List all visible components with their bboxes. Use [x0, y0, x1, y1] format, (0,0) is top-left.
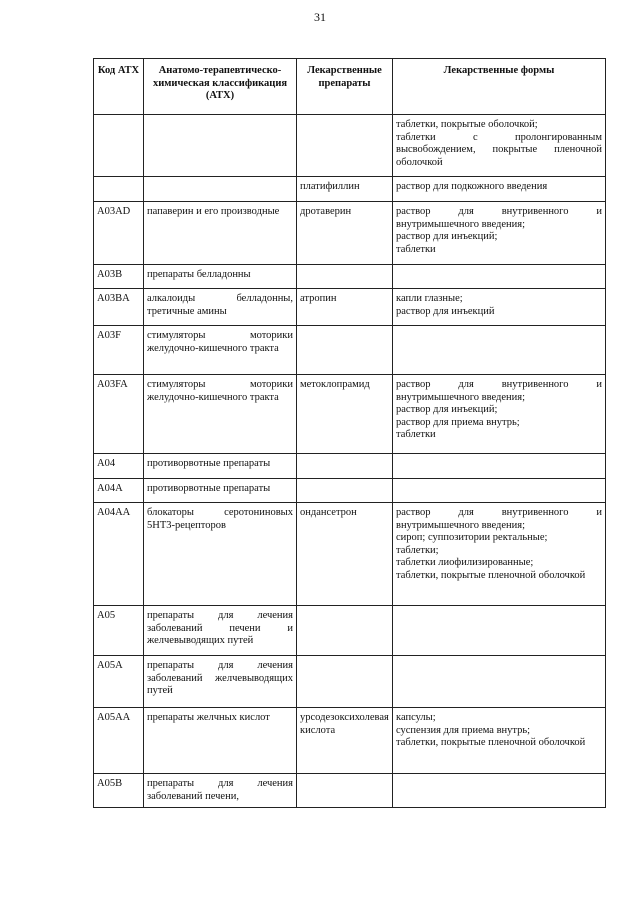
cell-forms: раствор для внутривенного и внутримышечного введения; сироп; суппозитории ректальные; таблетки; таблетки лиофилизированные; таблетки, покрытые пленочной оболочкой — [393, 503, 606, 606]
cell-code: A03F — [94, 326, 144, 375]
cell-classification: препараты для лечения заболеваний желчевыводящих путей — [144, 656, 297, 708]
cell-forms: капсулы; суспензия для приема внутрь; таблетки, покрытые пленочной оболочкой — [393, 708, 606, 774]
cell-code: A04AA — [94, 503, 144, 606]
cell-classification: препараты белладонны — [144, 265, 297, 289]
cell-drug: урсодезоксихолевая кислота — [297, 708, 393, 774]
cell-classification: стимуляторы моторики желудочно-кишечного тракта — [144, 326, 297, 375]
table-row — [94, 289, 606, 326]
cell-classification: препараты желчных кислот — [144, 708, 297, 774]
cell-drug: ондансетрон — [297, 503, 393, 606]
atc-table — [93, 58, 606, 808]
header-drugs: Лекарственные препараты — [297, 59, 393, 115]
cell-code: A05AA — [94, 708, 144, 774]
header-forms: Лекарственные формы — [393, 59, 606, 115]
table-row — [94, 115, 606, 177]
cell-code: A04 — [94, 454, 144, 479]
cell-code — [94, 115, 144, 177]
cell-code: A03B — [94, 265, 144, 289]
cell-forms: раствор для внутривенного и внутримышечного введения; раствор для инъекций; раствор для приема внутрь; таблетки — [393, 375, 606, 454]
table-row — [94, 774, 606, 808]
cell-forms — [393, 326, 606, 375]
cell-classification: препараты для лечения заболеваний печени, — [144, 774, 297, 808]
cell-forms — [393, 774, 606, 808]
cell-code: A03FA — [94, 375, 144, 454]
cell-drug — [297, 606, 393, 656]
cell-classification: стимуляторы моторики желудочно-кишечного тракта — [144, 375, 297, 454]
cell-code: A05 — [94, 606, 144, 656]
cell-code: A05A — [94, 656, 144, 708]
cell-classification: блокаторы серотониновых 5HT3-рецепторов — [144, 503, 297, 606]
cell-drug: метоклопрамид — [297, 375, 393, 454]
cell-classification — [144, 115, 297, 177]
cell-drug: дротаверин — [297, 202, 393, 265]
cell-forms: раствор для внутривенного и внутримышечного введения; раствор для инъекций; таблетки — [393, 202, 606, 265]
table-row — [94, 202, 606, 265]
cell-drug — [297, 115, 393, 177]
table-row — [94, 708, 606, 774]
cell-classification: противорвотные препараты — [144, 454, 297, 479]
cell-classification: противорвотные препараты — [144, 479, 297, 503]
header-classification: Анатомо-терапевтическо-химическая классификация (АТХ) — [144, 59, 297, 115]
cell-code — [94, 177, 144, 202]
table-row — [94, 177, 606, 202]
cell-classification — [144, 177, 297, 202]
cell-drug — [297, 454, 393, 479]
cell-drug — [297, 774, 393, 808]
table-row — [94, 479, 606, 503]
cell-code: A04A — [94, 479, 144, 503]
cell-code: A03AD — [94, 202, 144, 265]
cell-classification: папаверин и его производные — [144, 202, 297, 265]
cell-drug — [297, 326, 393, 375]
cell-forms — [393, 265, 606, 289]
cell-classification: препараты для лечения заболеваний печени и желчевыводящих путей — [144, 606, 297, 656]
table-row — [94, 656, 606, 708]
cell-forms — [393, 606, 606, 656]
cell-forms — [393, 656, 606, 708]
table-row — [94, 375, 606, 454]
page-number: 31 — [314, 10, 326, 24]
table-row — [94, 454, 606, 479]
cell-forms — [393, 479, 606, 503]
cell-code: A05B — [94, 774, 144, 808]
cell-drug — [297, 656, 393, 708]
cell-forms: раствор для подкожного введения — [393, 177, 606, 202]
cell-code: A03BA — [94, 289, 144, 326]
table-row — [94, 326, 606, 375]
table-row — [94, 503, 606, 606]
cell-drug: платифиллин — [297, 177, 393, 202]
header-row — [94, 59, 606, 115]
cell-drug: атропин — [297, 289, 393, 326]
cell-classification: алкалоиды белладонны, третичные амины — [144, 289, 297, 326]
cell-forms — [393, 454, 606, 479]
table-row — [94, 265, 606, 289]
table-row — [94, 606, 606, 656]
cell-forms: таблетки, покрытые оболочкой; таблетки с пролонгированным высвобождением, покрытые пленочной оболочкой — [393, 115, 606, 177]
cell-forms: капли глазные; раствор для инъекций — [393, 289, 606, 326]
cell-drug — [297, 265, 393, 289]
cell-drug — [297, 479, 393, 503]
header-code: Код АТХ — [94, 59, 144, 115]
